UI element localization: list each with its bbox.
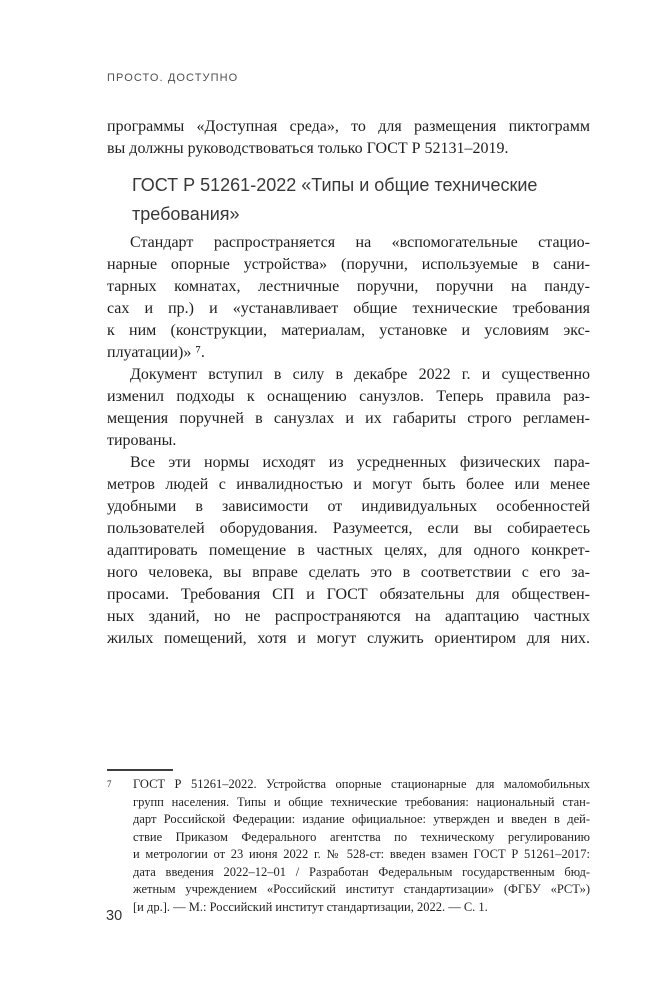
text-line: программы «Доступная среда», то для размещения пиктограмм <box>107 118 590 135</box>
text-line: мещения поручней в санузлах и их габариты строго регламен- <box>107 410 590 427</box>
paragraph-standard-scope <box>107 232 590 364</box>
text-line: нарные опорные устройства» (поручни, используемые в сани- <box>107 256 590 273</box>
text-line: Документ вступил в силу в декабре 2022 г. и существенно <box>130 366 590 383</box>
text-line: тированы. <box>107 432 177 449</box>
footnote-line: ствие Приказом Федерального агентства по техническому регулированию <box>133 829 590 844</box>
heading-line: требования» <box>132 204 240 224</box>
footnote-block <box>107 769 590 916</box>
text-line: изменил подходы к оснащению санузлов. Теперь правила раз- <box>107 388 590 405</box>
footnote-line: дата введения 2022–12–01 / Разработан Федеральным государственным бюд- <box>133 864 590 879</box>
text-line: метров людей с инвалидностью и могут быть более или менее <box>107 476 590 493</box>
text-line: сах и пр.) и «устанавливает общие технические требования <box>107 300 590 317</box>
text-line: ных зданий, но не распространяются на адаптацию частных <box>107 608 590 625</box>
text-line: к ним (конструкции, материалам, установке и условиям экс- <box>107 322 590 339</box>
text-line: пользователей оборудования. Разумеется, если вы собираетесь <box>107 520 590 537</box>
text-line: удобными в зависимости от индивидуальных особенностей <box>107 498 590 515</box>
text-line: тарных комнатах, лестничные поручни, поручни на панду- <box>107 278 590 295</box>
paragraph-norms-applicability <box>107 452 590 650</box>
footnote-marker: 7 <box>107 779 112 789</box>
text-line: Стандарт распространяется на «вспомогательные стацио- <box>130 234 590 251</box>
footnote-line: [и др.]. — М.: Российский институт стандартизации, 2022. — С. 1. <box>133 899 488 914</box>
text-line-with-footnote-reference: плуатации)» ⁷. <box>107 344 205 361</box>
footnote-line: и метрологии от 23 июня 2022 г. № 528-ст: введен взамен ГОСТ Р 51261–2017: <box>133 847 590 861</box>
footnote-line: дарт Российской Федерации: издание официальное: утвержден и введен в дей- <box>133 812 590 826</box>
paragraph-document-effect <box>107 364 590 452</box>
text-line: просами. Требования СП и ГОСТ обязательны для обществен- <box>107 586 590 603</box>
text-line: Все эти нормы исходят из усредненных физических пара- <box>130 454 590 471</box>
footnote-line: жетным учреждением «Российский институт стандартизации» (ФГБУ «РСТ») <box>133 882 590 896</box>
footnote-line: ГОСТ Р 51261–2022. Устройства опорные стационарные для маломобильных <box>133 777 590 791</box>
section-heading <box>107 171 590 229</box>
heading-line: ГОСТ Р 51261-2022 «Типы и общие технические <box>132 175 538 195</box>
text-line: ного человека, вы вправе сделать это в соответствии с его за- <box>107 564 590 581</box>
running-header: ПРОСТО. ДОСТУПНО <box>107 72 239 84</box>
text-line: жилых помещений, хотя и могут служить ориентиром для них. <box>107 630 590 647</box>
footnote-separator-rule <box>107 769 173 771</box>
footnote-text <box>107 776 590 916</box>
page-number: 30 <box>106 908 123 924</box>
text-line: адаптировать помещение в частных целях, для одного конкрет- <box>107 542 590 559</box>
main-text-column <box>107 116 590 650</box>
paragraph-intro <box>107 116 590 160</box>
text-line: вы должны руководствоваться только ГОСТ Р 52131–2019. <box>107 140 509 157</box>
footnote-line: групп населения. Типы и общие технические требования: национальный стан- <box>133 794 590 809</box>
